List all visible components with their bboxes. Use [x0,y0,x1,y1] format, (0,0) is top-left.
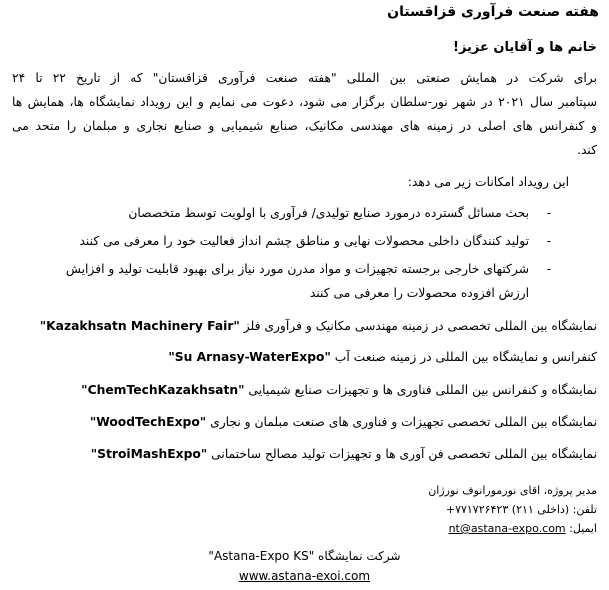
exhibition-name: "Kazakhsatn Machinery Fair" [39,319,240,333]
exhibition-name: "ChemTechKazakhsatn" [81,383,245,397]
contact-email-line [449,521,597,537]
bullet-dash: - [546,234,551,248]
bullet-item-3: شرکتهای خارجی برجسته تجهیزات و مواد مدرن مورد نیاز برای بهبود قابلیت تولید و افزایش [65,262,529,276]
offers-heading: این رویداد امکانات زیر می دهد: [407,175,569,189]
exhibition-line [168,349,597,365]
company-website-link[interactable]: www.astana-exoi.com [238,569,371,583]
exhibition-line [90,414,597,430]
contact-manager: مدیر پروژه، اقای نورمورانوف نورژان [428,484,597,497]
exhibition-line [40,318,597,334]
exhibition-description: نمایشگاه بین المللی تخصصی در زمینه مهندسی مکانیک و فرآوری فلز [239,319,597,333]
contact-email-label: ایمیل: [565,522,597,535]
bullet-item-3-continued: ارزش افزوده محصولات را معرفی می کنند [309,286,529,300]
contact-email-link[interactable]: nt@astana-expo.com [448,522,566,535]
greeting: خانم ها و آقایان عزیز! [453,40,597,55]
intro-line-1: برای شرکت در همایش صنعتی بین المللی "هفته صنعت فرآوری قزاقستان" که از تاریخ ۲۲ تا ۲۴ [12,71,597,85]
intro-line-4: کند. [577,143,597,157]
intro-line-2: سپتامبر سال ۲۰۲۱ در شهر نور-سلطان برگزار می شود، دعوت می نمایم و این رویداد نمایشگاه ها، همایش ها [12,95,598,109]
exhibition-line [91,446,597,462]
contact-phone: تلفن: (داخلی ۲۱۱) ۷۷۱۷۲۶۴۲۳+ [445,503,597,516]
exhibition-description: نمایشگاه بین المللی تخصصی فن آوری ها و تجهیزات تولید مصالح ساختمانی [207,447,597,461]
intro-line-3: و کنفرانس های اصلی در زمینه های مهندسی مکانیک، صنایع شیمیایی و صنایع نجاری و مبلمان را متحد می [12,119,597,133]
exhibition-line [81,382,597,398]
exhibition-name: "StroiMashExpo" [90,447,208,461]
bullet-dash: - [546,206,551,220]
bullet-item-1: بحث مسائل گسترده درمورد صنایع تولیدی/ فرآوری با اولویت توسط متخصصان [128,206,529,220]
bullet-item-2: تولید کنندگان داخلی محصولات نهایی و مناطق چشم انداز فعالیت خود را معرفی می کنند [79,234,529,248]
bullet-dash: - [546,262,551,276]
exhibition-name: "Su Arnasy-WaterExpo" [168,350,331,364]
exhibition-name: "WoodTechExpo" [89,415,207,429]
exhibition-description: کنفرانس و نمایشگاه بین المللی در زمینه صنعت آب [330,350,597,364]
exhibition-description: نمایشگاه و کنفرانس بین المللی فناوری ها و تجهیزات صنایع شیمیایی [244,383,597,397]
company-name: شرکت نمایشگاه "Astana-Expo KS" [208,549,401,563]
exhibition-description: نمایشگاه بین المللی تخصصی تجهیزات و فناوری های صنعت مبلمان و نجاری [206,415,597,429]
document-title: هفته صنعت فرآوری قزاقستان [387,4,599,20]
